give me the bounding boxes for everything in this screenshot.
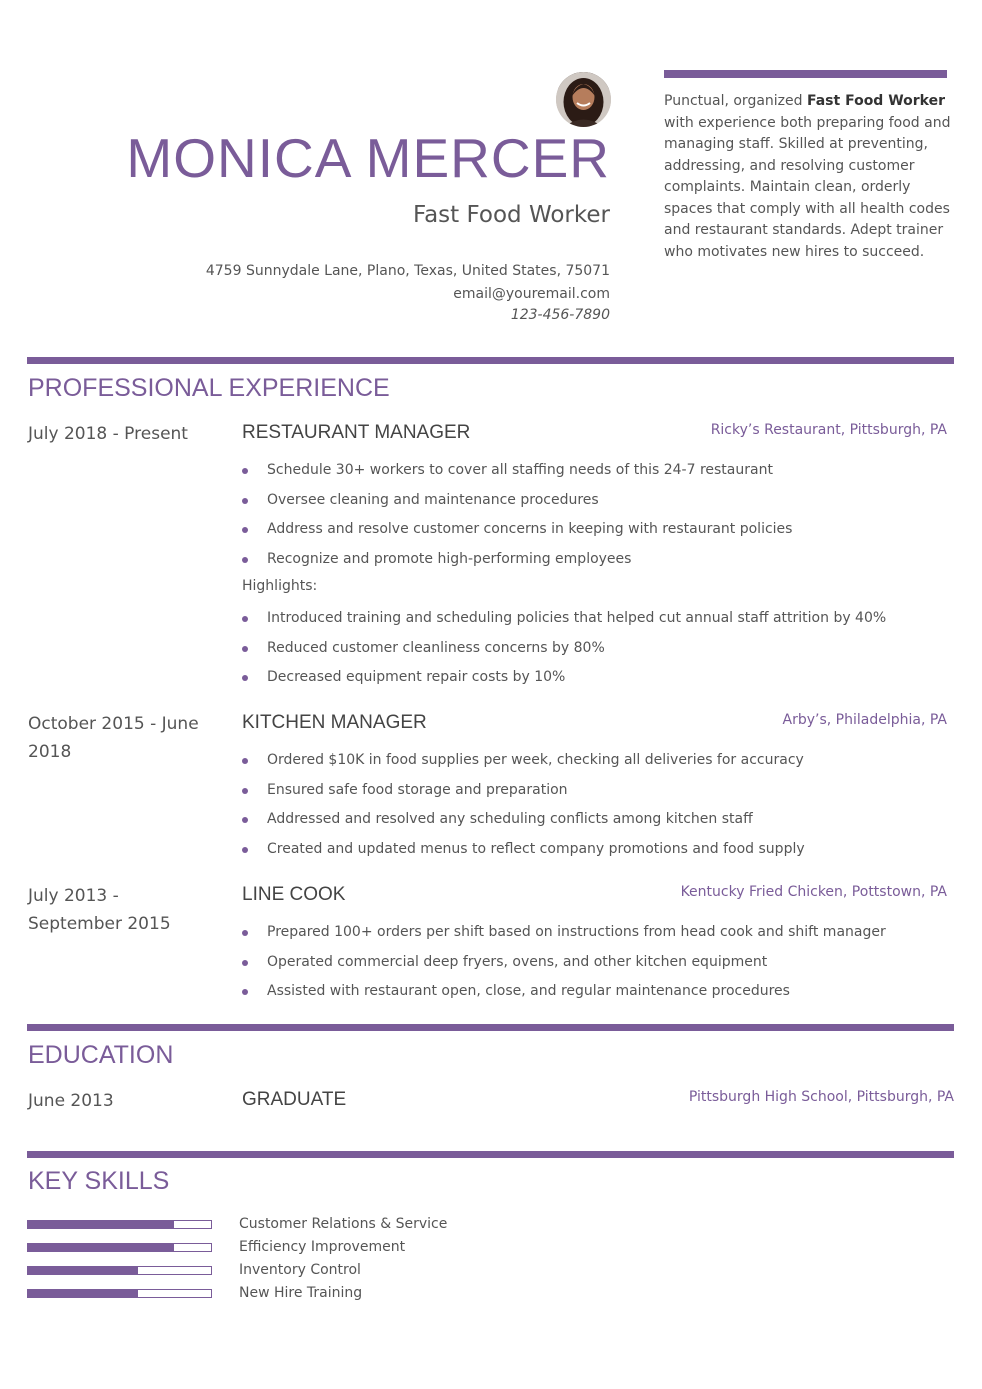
candidate-title: Fast Food Worker [412, 202, 610, 228]
list-item: Ordered $10K in food supplies per week, checking all deliveries for accuracy [242, 749, 805, 779]
skill-label: Efficiency Improvement [239, 1239, 406, 1255]
skill-level-bar [27, 1266, 212, 1275]
list-item: Schedule 30+ workers to cover all staffing needs of this 24-7 restaurant [242, 459, 792, 489]
list-item: Ensured safe food storage and preparation [242, 779, 805, 809]
highlights-label: Highlights: [242, 578, 318, 594]
job-bullets [242, 459, 792, 577]
list-item: Addressed and resolved any scheduling conflicts among kitchen staff [242, 808, 805, 838]
job-date: July 2013 - September 2015 [28, 886, 171, 934]
list-item: Recognize and promote high-performing employees [242, 548, 792, 578]
candidate-name: MONICA MERCER [126, 127, 610, 189]
summary-text [664, 91, 954, 263]
list-item: Address and resolve customer concerns in keeping with restaurant policies [242, 518, 792, 548]
job-date: October 2015 - June 2018 [28, 714, 199, 762]
section-title-education: EDUCATION [28, 1041, 174, 1069]
list-item: Introduced training and scheduling policies that helped cut annual staff attrition by 40% [242, 607, 886, 637]
list-item: Operated commercial deep fryers, ovens, and other kitchen equipment [242, 951, 886, 981]
skill-label: Inventory Control [239, 1262, 361, 1278]
skill-label: New Hire Training [239, 1285, 363, 1301]
contact-address: 4759 Sunnydale Lane, Plano, Texas, United States, 75071 [205, 263, 610, 279]
section-divider [27, 1024, 954, 1031]
skill-level-fill [28, 1267, 138, 1274]
job-bullets [242, 921, 886, 1010]
skill-level-fill [28, 1221, 174, 1228]
section-divider [27, 1151, 954, 1158]
skill-level-bar [27, 1243, 212, 1252]
highlights-bullets [242, 607, 886, 696]
summary-prefix: Punctual, organized [664, 93, 807, 109]
education-degree: GRADUATE [242, 1089, 347, 1110]
job-role: KITCHEN MANAGER [242, 712, 427, 733]
list-item: Created and updated menus to reflect company promotions and food supply [242, 838, 805, 868]
job-company: Arby’s, Philadelphia, PA [782, 712, 947, 728]
profile-photo [556, 72, 611, 127]
summary-accent-bar [664, 70, 947, 78]
list-item: Prepared 100+ orders per shift based on instructions from head cook and shift manager [242, 921, 886, 951]
job-bullets [242, 749, 805, 867]
summary-bold: Fast Food Worker [806, 93, 946, 109]
skill-label: Customer Relations & Service [239, 1216, 448, 1232]
skill-level-fill [28, 1290, 138, 1297]
list-item: Reduced customer cleanliness concerns by 80% [242, 637, 886, 667]
section-title-skills: KEY SKILLS [28, 1167, 170, 1195]
section-title-experience: PROFESSIONAL EXPERIENCE [28, 374, 390, 402]
section-divider [27, 357, 954, 364]
job-date: July 2018 - Present [28, 424, 188, 444]
job-role: LINE COOK [242, 884, 346, 905]
job-role: RESTAURANT MANAGER [242, 422, 471, 443]
skill-level-fill [28, 1244, 174, 1251]
list-item: Decreased equipment repair costs by 10% [242, 666, 886, 696]
education-school: Pittsburgh High School, Pittsburgh, PA [688, 1089, 954, 1105]
education-date: June 2013 [28, 1091, 114, 1111]
summary-suffix: with experience both preparing food and managing staff. Skilled at preventing, addressing, and resolving customer complaints. Maintain clean, orderly spaces that comply with all health codes and restaurant standards. Adept trainer who motivates new hires to succeed. [664, 114, 951, 260]
profile-photo-icon [556, 72, 611, 127]
list-item: Oversee cleaning and maintenance procedures [242, 489, 792, 519]
list-item: Assisted with restaurant open, close, and regular maintenance procedures [242, 980, 886, 1010]
job-company: Ricky’s Restaurant, Pittsburgh, PA [710, 422, 947, 438]
contact-email[interactable]: email@youremail.com [453, 286, 610, 302]
skill-level-bar [27, 1220, 212, 1229]
contact-phone[interactable]: 123-456-7890 [510, 307, 610, 323]
skill-level-bar [27, 1289, 212, 1298]
job-company: Kentucky Fried Chicken, Pottstown, PA [680, 884, 947, 900]
